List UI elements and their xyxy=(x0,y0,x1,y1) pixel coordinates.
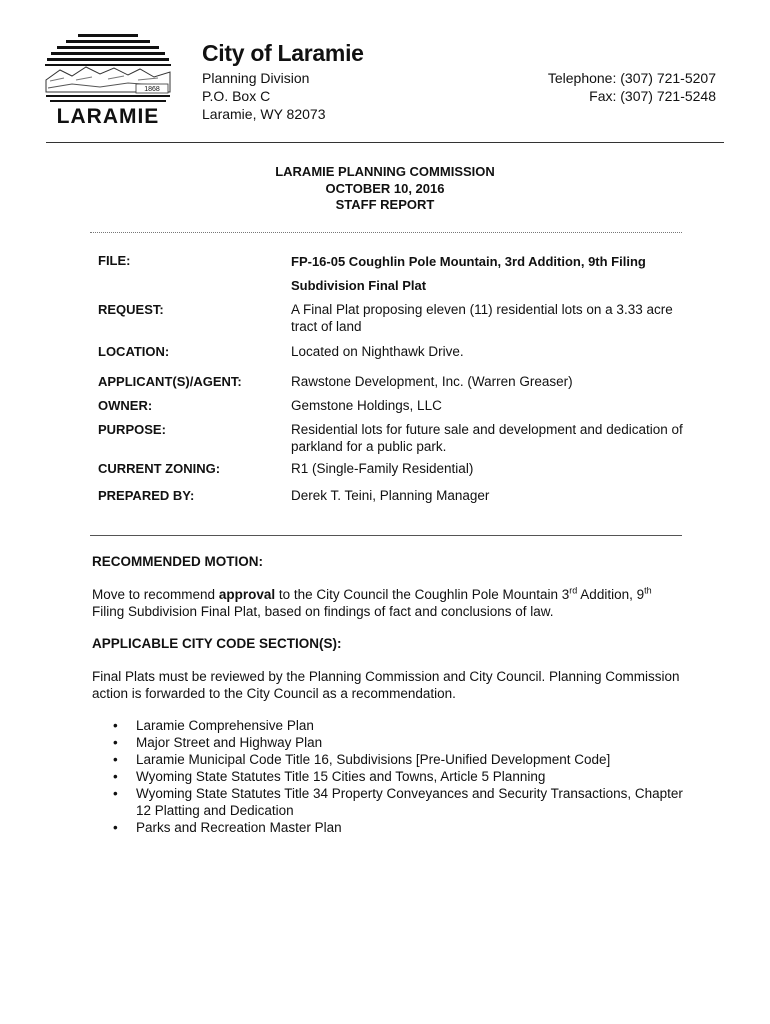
address-line-3: Laramie, WY 82073 xyxy=(202,106,326,122)
list-item: • Laramie Municipal Code Title 16, Subdivisions [Pre-Unified Development Code] xyxy=(113,752,611,767)
request-label: REQUEST: xyxy=(98,302,164,317)
list-item: • Wyoming State Statutes Title 15 Cities and Towns, Article 5 Planning xyxy=(113,769,546,784)
report-title-line-3: STAFF REPORT xyxy=(335,197,435,212)
city-logo xyxy=(42,34,174,126)
list-item: • Laramie Comprehensive Plan xyxy=(113,718,314,733)
list-item: • Wyoming State Statutes Title 34 Property Conveyances and Security Transactions, Chapter 12 Platting and Dedication xyxy=(113,786,683,818)
report-title-line-1: LARAMIE PLANNING COMMISSION xyxy=(275,164,495,179)
prepared-by-value: Derek T. Teini, Planning Manager xyxy=(291,488,490,503)
list-item: • Parks and Recreation Master Plan xyxy=(113,820,342,835)
header-divider xyxy=(46,142,724,143)
purpose-value: Residential lots for future sale and development and dedication of parkland for a public park. xyxy=(291,422,683,454)
location-label: LOCATION: xyxy=(98,344,170,359)
request-value: A Final Plat proposing eleven (11) residential lots on a 3.33 acre tract of land xyxy=(291,302,673,334)
telephone: Telephone: (307) 721-5207 xyxy=(547,70,716,86)
file-label: FILE: xyxy=(98,253,131,268)
logo-wordmark: LARAMIE xyxy=(56,105,160,126)
code-sections-intro: Final Plats must be reviewed by the Planning Commission and City Council. Planning Commission action is forwarded to the City Council as a recommendation. xyxy=(92,669,680,701)
fax: Fax: (307) 721-5248 xyxy=(589,88,716,104)
zoning-value: R1 (Single-Family Residential) xyxy=(291,461,474,476)
recommended-motion-text: Move to recommend approval to the City Council the Coughlin Pole Mountain 3rd Addition, 9th Filing Subdivision Final Plat, based on findings of fact and conclusions of law. xyxy=(92,585,652,619)
applicant-value: Rawstone Development, Inc. (Warren Greaser) xyxy=(291,374,573,389)
address-block xyxy=(202,69,325,123)
report-title xyxy=(0,164,770,214)
zoning-label: CURRENT ZONING: xyxy=(98,461,221,476)
file-value-line-2: Subdivision Final Plat xyxy=(291,278,427,293)
approval-emphasis: approval xyxy=(218,587,276,602)
applicant-label: APPLICANT(S)/AGENT: xyxy=(98,374,242,389)
code-sections-list xyxy=(92,717,692,836)
contact-block xyxy=(548,69,716,105)
address-line-2: P.O. Box C xyxy=(202,88,271,104)
code-sections-heading: APPLICABLE CITY CODE SECTION(S): xyxy=(92,636,342,651)
dotted-divider xyxy=(90,232,682,233)
location-value: Located on Nighthawk Drive. xyxy=(291,344,464,359)
list-item: • Major Street and Highway Plan xyxy=(113,735,323,750)
recommended-motion-heading: RECOMMENDED MOTION: xyxy=(92,554,263,569)
prepared-by-label: PREPARED BY: xyxy=(98,488,195,503)
file-value-line-1: FP-16-05 Coughlin Pole Mountain, 3rd Addition, 9th Filing xyxy=(291,254,646,269)
address-line-1: Planning Division xyxy=(202,70,310,86)
owner-label: OWNER: xyxy=(98,398,153,413)
logo-year: 1868 xyxy=(144,86,160,93)
report-title-line-2: OCTOBER 10, 2016 xyxy=(325,180,445,196)
org-name: City of Laramie xyxy=(202,40,364,66)
section-divider xyxy=(90,535,682,536)
purpose-label: PURPOSE: xyxy=(98,422,166,437)
owner-value: Gemstone Holdings, LLC xyxy=(291,398,442,413)
